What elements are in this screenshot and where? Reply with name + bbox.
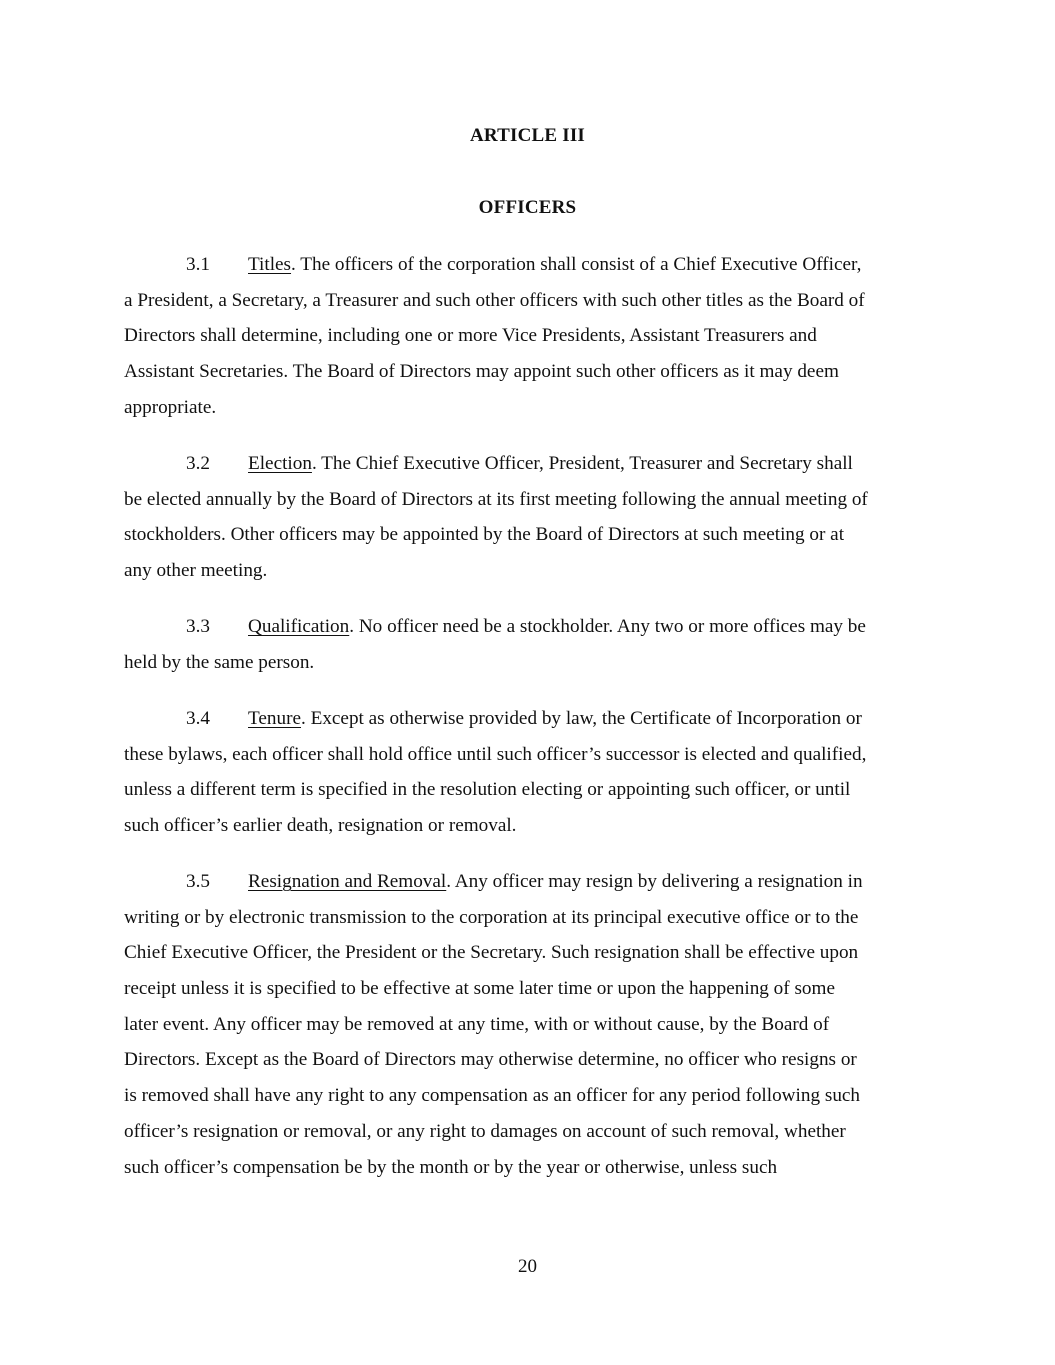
section-caption: Resignation and Removal — [248, 871, 447, 892]
paragraph-line: appropriate. — [124, 396, 217, 418]
section-caption: Election — [248, 453, 312, 474]
paragraph-line: later event. Any officer may be removed at any time, with or without cause, by the Board of — [124, 1013, 830, 1035]
paragraph-line — [124, 446, 934, 482]
paragraph-line: a President, a Secretary, a Treasurer and such other officers with such other titles as the Board of — [124, 289, 865, 311]
section-caption: Qualification — [248, 616, 350, 637]
paragraph-line: writing or by electronic transmission to the corporation at its principal executive office or to the — [124, 906, 859, 928]
paragraph-text: . The officers of the corporation shall consist of a Chief Executive Officer, — [291, 254, 862, 275]
paragraph-line: Directors. Except as the Board of Directors may otherwise determine, no officer who resigns or — [124, 1049, 857, 1071]
section-caption: Titles — [248, 254, 292, 275]
section-number: 3.2 — [186, 453, 210, 474]
paragraph-line — [124, 701, 934, 737]
paragraph-line: such officer’s earlier death, resignation or removal. — [124, 815, 517, 837]
paragraph-line: Assistant Secretaries. The Board of Directors may appoint such other officers as it may deem — [124, 361, 839, 383]
paragraph-line: Directors shall determine, including one or more Vice Presidents, Assistant Treasurers and — [124, 325, 817, 347]
section-title-heading: OFFICERS — [478, 197, 577, 218]
section-election — [124, 446, 934, 589]
paragraph-line: any other meeting. — [124, 560, 268, 582]
paragraph-line: held by the same person. — [124, 651, 315, 673]
paragraph-line: unless a different term is specified in the resolution electing or appointing such officer, or until — [124, 779, 851, 801]
paragraph-line — [124, 864, 934, 900]
paragraph-line: officer’s resignation or removal, or any right to damages on account of such removal, whether — [124, 1120, 846, 1142]
paragraph-text: . No officer need be a stockholder. Any two or more offices may be — [349, 616, 866, 637]
paragraph-line: stockholders. Other officers may be appointed by the Board of Directors at such meeting or at — [124, 524, 845, 546]
article-heading: ARTICLE III — [469, 125, 586, 146]
section-titles — [124, 247, 934, 425]
section-number: 3.1 — [186, 254, 210, 275]
section-number: 3.3 — [186, 616, 210, 637]
paragraph-line: receipt unless it is specified to be effective at some later time or upon the happening of some — [124, 978, 835, 1000]
paragraph-line: Chief Executive Officer, the President or the Secretary. Such resignation shall be effective upon — [124, 942, 859, 964]
paragraph-text: . Except as otherwise provided by law, the Certificate of Incorporation or — [301, 708, 862, 729]
section-number: 3.5 — [186, 871, 210, 892]
section-qualification — [124, 609, 934, 680]
paragraph-line: is removed shall have any right to any compensation as an officer for any period following such — [124, 1085, 861, 1107]
section-tenure — [124, 701, 934, 844]
paragraph-line: such officer’s compensation be by the month or by the year or otherwise, unless such — [124, 1156, 778, 1178]
paragraph-line: be elected annually by the Board of Directors at its first meeting following the annual meeting of — [124, 488, 868, 510]
section-caption: Tenure — [248, 708, 301, 729]
section-resignation-and-removal — [124, 864, 934, 1185]
paragraph-text: . The Chief Executive Officer, President, Treasurer and Secretary shall — [311, 453, 853, 474]
paragraph-line — [124, 247, 934, 283]
paragraph-line: these bylaws, each officer shall hold office until such officer’s successor is elected and qualified, — [124, 743, 867, 765]
section-number: 3.4 — [186, 708, 210, 729]
paragraph-line — [124, 609, 934, 645]
page-number: 20 — [518, 1256, 537, 1277]
paragraph-text: . Any officer may resign by delivering a resignation in — [446, 871, 863, 892]
